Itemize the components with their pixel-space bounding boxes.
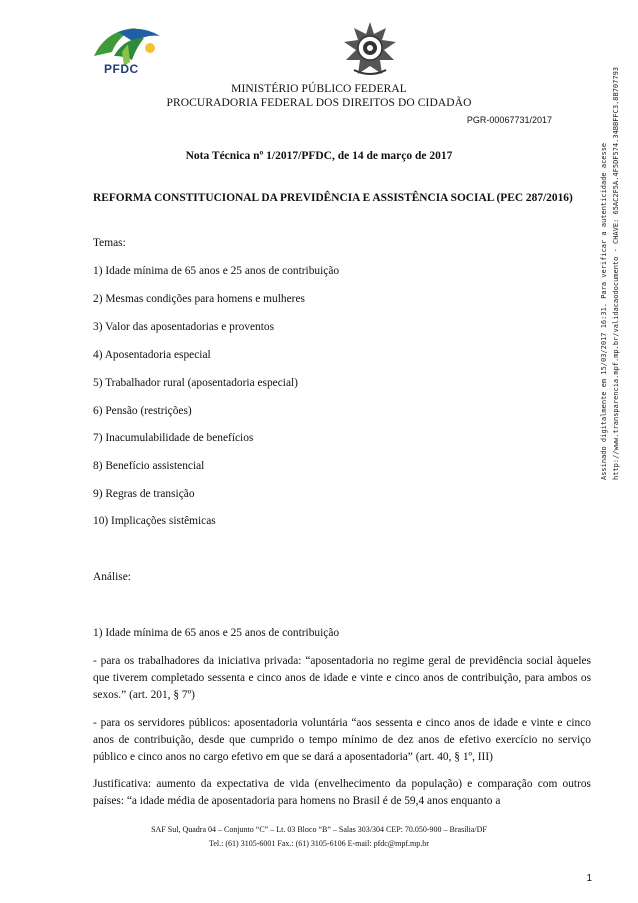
paragraph-public-servants: - para os servidores públicos: aposentadoria voluntária “aos sessenta e cinco anos de idade e vinte e cinco anos de contribuição, desde que cumprido o tempo mínimo de dez anos de efetivo exercício no serviço público e cinco anos no cargo efetivo em que se dará a aposentadoria” (art. 40, § 1º, III) xyxy=(93,717,591,763)
analise-label: Análise: xyxy=(93,571,131,583)
page-number: 1 xyxy=(586,873,592,884)
document-title: Nota Técnica nº 1/2017/PFDC, de 14 de março de 2017 xyxy=(185,150,453,162)
signature-line: Assinado digitalmente em 15/03/2017 16:31. Para verificar a autenticidade acesse xyxy=(600,142,608,480)
pfdc-logo-text: PFDC xyxy=(104,62,139,76)
tema-item: 1) Idade mínima de 65 anos e 25 anos de contribuição xyxy=(93,265,340,277)
temas-label: Temas: xyxy=(93,237,126,249)
tema-item: 10) Implicações sistêmicas xyxy=(93,515,216,527)
tema-item: 2) Mesmas condições para homens e mulheres xyxy=(93,293,305,305)
tema-item: 9) Regras de transição xyxy=(93,488,195,500)
analise-item: 1) Idade mínima de 65 anos e 25 anos de contribuição xyxy=(93,627,340,639)
header-office: PROCURADORIA FEDERAL DOS DIREITOS DO CIDADÃO xyxy=(166,97,472,109)
footer-address: SAF Sul, Quadra 04 – Conjunto “C” – Lt. 03 Bloco “B” – Salas 303/304 CEP: 70.050-900 – Brasília/DF xyxy=(151,825,487,834)
tema-item: 7) Inacumulabilidade de benefícios xyxy=(93,432,254,444)
paragraph-private-workers: - para os trabalhadores da iniciativa privada: “aposentadoria no regime geral de previdência social àqueles que tiverem completado sessenta e cinco anos de idade e vinte e cinco anos de contribuição, para ambos os sexos.” (art. 201, § 7º) xyxy=(93,655,591,701)
footer-contact: Tel.: (61) 3105-6001 Fax.: (61) 3105-6106 E-mail: pfdc@mpf.mp.br xyxy=(209,839,429,848)
protocol-number: PGR-00067731/2017 xyxy=(466,115,552,125)
coat-of-arms-icon xyxy=(340,20,400,80)
paragraph-justification: Justificativa: aumento da expectativa de vida (envelhecimento da população) e comparação com outros países: “a idade média de aposentadoria para homens no Brasil é de 59,4 anos enquanto a xyxy=(93,778,591,807)
tema-item: 5) Trabalhador rural (aposentadoria especial) xyxy=(93,377,298,389)
section-heading: REFORMA CONSTITUCIONAL DA PREVIDÊNCIA E ASSISTÊNCIA SOCIAL (PEC 287/2016) xyxy=(93,192,573,204)
tema-item: 4) Aposentadoria especial xyxy=(93,349,211,361)
tema-item: 3) Valor das aposentadorias e proventos xyxy=(93,321,275,333)
header-ministry: MINISTÉRIO PÚBLICO FEDERAL xyxy=(231,83,407,95)
signature-link[interactable]: http://www.transparencia.mpf.mp.br/validacaodocumento - CHAVE: 65AC2F5A.4F5DF574.34BBFFC3.8B707793 xyxy=(612,66,620,480)
tema-item: 6) Pensão (restrições) xyxy=(93,405,192,417)
tema-item: 8) Benefício assistencial xyxy=(93,460,205,472)
